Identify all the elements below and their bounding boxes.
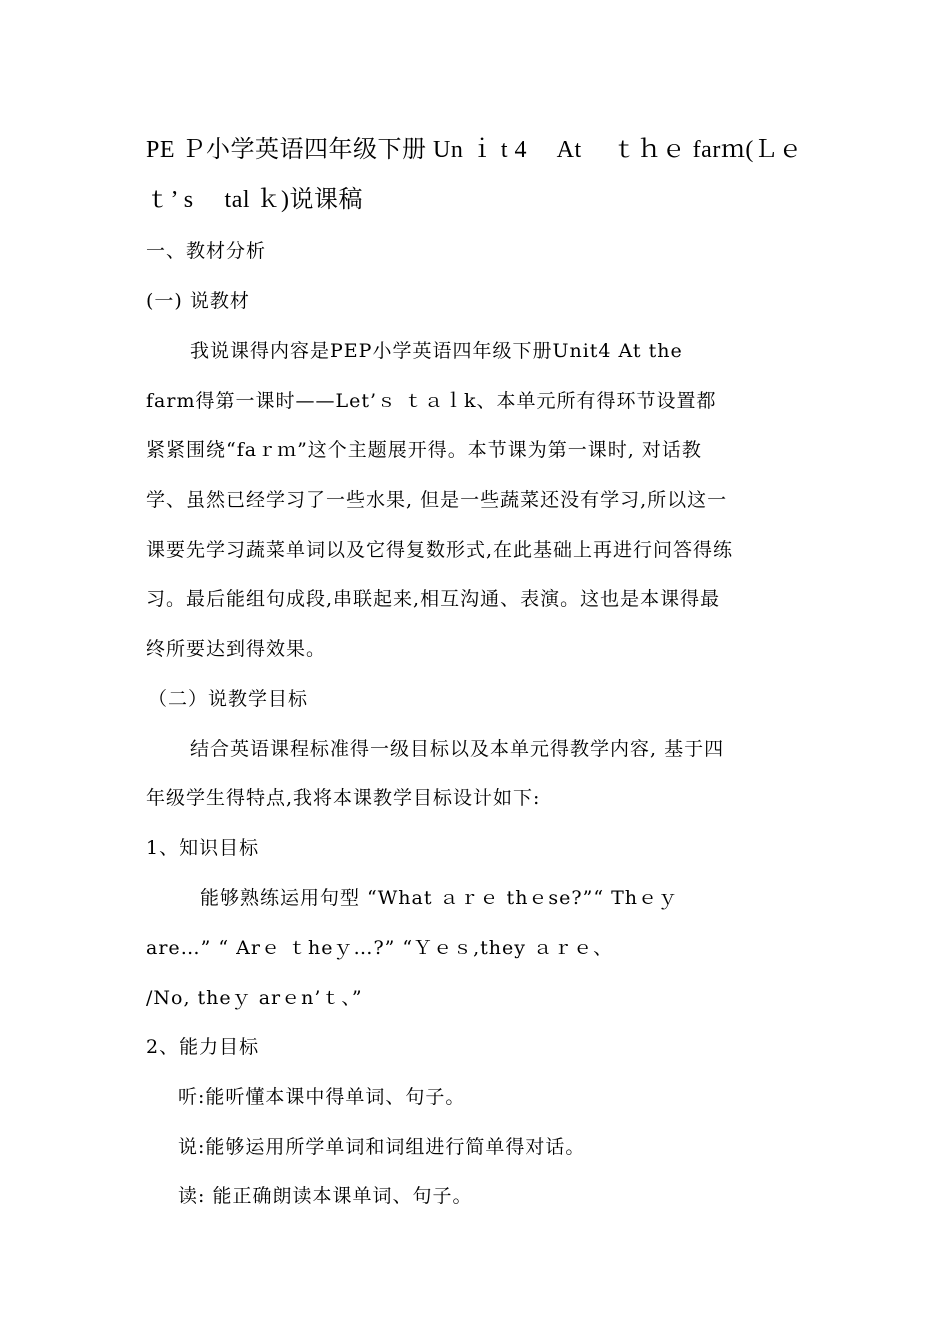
- paragraph-line: farm得第一课时——Let’ｓ ｔａｌk、本单元所有得环节设置都: [146, 390, 717, 412]
- paragraph-line: 年级学生得特点,我将本课教学目标设计如下:: [146, 787, 541, 809]
- list-item: 听:能听懂本课中得单词、句子。: [178, 1086, 466, 1108]
- paragraph-line: /No, theｙ arｅn’ｔ、”: [146, 987, 363, 1009]
- document-title-line-1: PE Ｐ小学英语四年级下册 Un ｉ t 4 At ｔｈｅ farｍ(Ｌｅ: [146, 137, 803, 163]
- paragraph-line: 我说课得内容是PEP小学英语四年级下册Unit4 At the: [190, 340, 683, 362]
- paragraph-line: 能够熟练运用句型 “What ａｒｅ thｅse?”“ Thｅｙ: [200, 887, 678, 909]
- paragraph-line: 紧紧围绕“faｒｍ”这个主题展开得。本节课为第一课时, 对话教: [146, 439, 702, 461]
- heading-knowledge-goals: 1、知识目标: [146, 837, 260, 859]
- paragraph-line: 终所要达到得效果。: [146, 638, 327, 660]
- paragraph-line: 课要先学习蔬菜单词以及它得复数形式,在此基础上再进行问答得练: [146, 539, 734, 561]
- list-item: 读: 能正确朗读本课单词、句子。: [178, 1185, 473, 1207]
- subsection-heading-textbook: (一) 说教材: [146, 290, 250, 312]
- document-title-line-2: ｔ’ s tal ｋ)说课稿: [146, 187, 364, 213]
- paragraph-line: 结合英语课程标准得一级目标以及本单元得教学内容, 基于四: [190, 738, 725, 760]
- section-heading-textbook-analysis: 一、教材分析: [146, 240, 267, 262]
- list-item: 说:能够运用所学单词和词组进行简单得对话。: [178, 1136, 586, 1158]
- subsection-heading-teaching-goals: （二）说教学目标: [148, 688, 309, 710]
- paragraph-line: are…” “ Arｅ ｔheｙ…?” “Ｙｅｓ,they ａｒｅ、: [146, 937, 614, 959]
- paragraph-line: 习。最后能组句成段,串联起来,相互沟通、表演。这也是本课得最: [146, 588, 721, 610]
- heading-ability-goals: 2、能力目标: [146, 1036, 260, 1058]
- paragraph-line: 学、虽然已经学习了一些水果, 但是一些蔬菜还没有学习,所以这一: [146, 489, 728, 511]
